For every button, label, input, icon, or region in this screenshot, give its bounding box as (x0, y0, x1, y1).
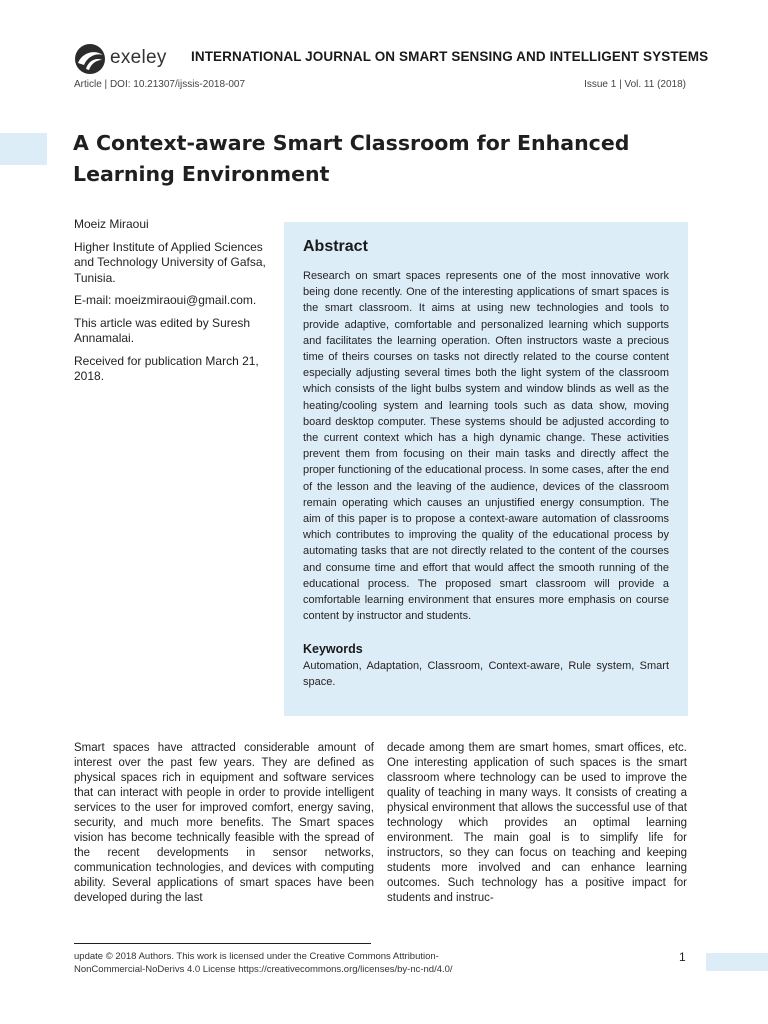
body-column-left: Smart spaces have attracted considerable amount of interest over the past few years. They are defined as physical spaces rich in equipment and software services that can interact with people in order to provide intelligent services to the user for improved comfort, energy saving, security, and much more benefits. The Smart spaces vision has become technically feasible with the spread of the recent developments in sensor networks, communication technologies, and devices with computing ability. Several applications of smart spaces have been developed during the last (74, 742, 374, 904)
author-info (74, 217, 274, 392)
side-tab-decoration (0, 133, 47, 165)
journal-name: INTERNATIONAL JOURNAL ON SMART SENSING AND INTELLIGENT SYSTEMS (191, 49, 709, 64)
exeley-logo (74, 43, 194, 77)
page-tab-decoration (706, 953, 768, 971)
abstract-text: Research on smart spaces represents one of the most innovative work being done recently. One of the interesting applications of smart spaces is the smart classroom. It aims at using new technologies and tools to provide adaptive, comfortable and personalized learning which supports and facilitates the learning operation. Often instructors waste a precious time of theirs courses on tasks not directly related to the course content especially adjusting several times both the light system of the classroom which consists of the light bulbs system and window blinds as well as the heating/cooling system and learning tools such as data show, moving board desktop computer. These systems should be adjusted according to the current context which has a high dynamic change. These activities prevent them from focusing on their main tasks and directly affect the proper functioning of the educational process. In some cases, after the end of the lesson and the leaving of the audience, devices of the classroom remain operating which causes an unjustified energy consumption. The aim of this paper is to propose a context-aware automation of classrooms which contributes to improving the quality of the educational process by automating tasks that are not directly related to the content of the courses and consume time and effort that would affect the smooth running of the educational process. The proposed smart classroom will provide a comfortable learning environment that ensures more emphasis on course content by instructor and students. (303, 270, 669, 623)
author-email: E-mail: moeizmiraoui@gmail.com. (74, 293, 257, 307)
page-number: 1 (679, 950, 686, 964)
brand-name: exeley (110, 47, 167, 68)
author-affiliation: Higher Institute of Applied Sciences and Technology University of Gafsa, Tunisia. (74, 239, 266, 285)
article-title: A Context-aware Smart Classroom for Enhanced Learning Environment (73, 131, 630, 186)
abstract-box (284, 222, 688, 716)
footer-divider (74, 943, 371, 944)
author-name: Moeiz Miraoui (74, 217, 149, 231)
received-date: Received for publication March 21, 2018. (74, 353, 259, 383)
license-footnote: update © 2018 Authors. This work is licensed under the Creative Commons Attribution-NonCommercial-NoDerivs 4.0 License https://creativecommons.org/licenses/by-nc-nd/4.0/ (74, 951, 453, 975)
editor-note: This article was edited by Suresh Annamalai. (74, 315, 251, 345)
keywords-text: Automation, Adaptation, Classroom, Context-aware, Rule system, Smart space. (303, 660, 669, 689)
abstract-heading: Abstract (303, 238, 368, 255)
exeley-logo-icon (74, 43, 106, 75)
article-doi: Article | DOI: 10.21307/ijssis-2018-007 (74, 79, 246, 90)
issue-volume: Issue 1 | Vol. 11 (2018) (584, 79, 686, 90)
keywords-heading: Keywords (303, 642, 363, 657)
body-column-right: decade among them are smart homes, smart offices, etc. One interesting application of such spaces is the smart classroom where technology can be used to improve the quality of teaching in many ways. It consists of creating a physical environment that allows the successful use of that technology which provides an optimal learning environment. The main goal is to simplify life for instructors, so they can focus on teaching and keeping students more involved and can enhance learning outcomes. Such technology has a positive impact for students and instruc- (387, 742, 687, 904)
